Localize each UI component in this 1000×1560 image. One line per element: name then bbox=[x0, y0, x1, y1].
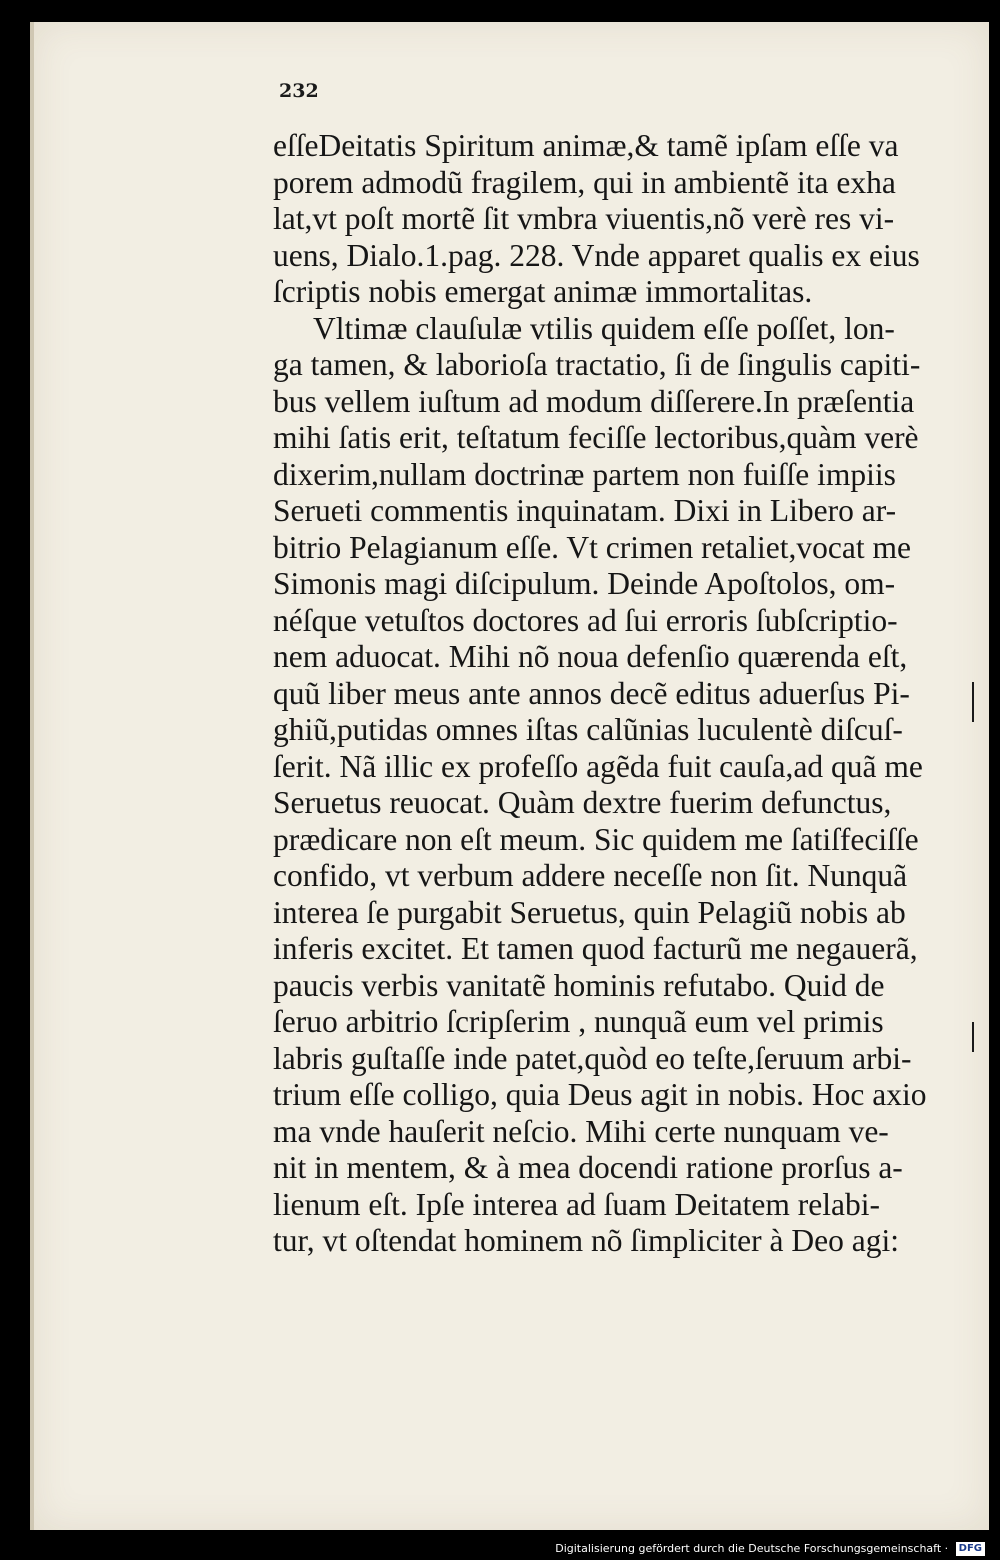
text-line: Vltimæ clauſulæ vtilis quidem eſſe poſſet, lon- bbox=[313, 310, 895, 346]
page-edge-mark bbox=[972, 1022, 974, 1052]
credit-text: Digitalisierung gefördert durch die Deutsche Forschungsgemeinschaft · bbox=[555, 1542, 949, 1555]
page-edge-mark bbox=[972, 682, 974, 722]
text-line: ma vnde hauſerit neſcio. Mihi certe nunquam ve- bbox=[273, 1113, 889, 1149]
text-line: dixerim,nullam doctrinæ partem non fuiſſe impiis bbox=[273, 456, 896, 492]
text-line: trium eſſe colligo, quia Deus agit in nobis. Hoc axio bbox=[273, 1077, 927, 1112]
text-line: ſeruo arbitrio ſcripſerim , nunquã eum vel primis bbox=[273, 1004, 884, 1039]
text-line: paucis verbis vanitatẽ hominis refutabo. Quid de bbox=[273, 967, 885, 1003]
text-line: porem admodũ fragilem, qui in ambientẽ ita exha bbox=[273, 164, 896, 200]
text-line: lienum eſt. Ipſe interea ad ſuam Deitatem relabi- bbox=[273, 1186, 880, 1222]
text-line: nem aduocat. Mihi nõ noua defenſio quærenda eſt, bbox=[273, 639, 908, 674]
text-line: prædicare non eſt meum. Sic quidem me ſatiſfeciſſe bbox=[273, 821, 919, 857]
text-line: ghiũ,putidas omnes iſtas calũnias luculentè diſcuſ- bbox=[273, 712, 903, 747]
text-line: Serueti commentis inquinatam. Dixi in Libero ar- bbox=[273, 493, 897, 528]
body-text bbox=[273, 128, 958, 1260]
text-line: ſerit. Nã illic ex profeſſo agẽda fuit cauſa,ad quã me bbox=[273, 748, 923, 784]
text-line: lat,vt poſt mortẽ ſit vmbra viuentis,nõ verè res vi- bbox=[273, 201, 895, 236]
text-line: labris guſtaſſe inde patet,quòd eo teſte,ſeruum arbi- bbox=[273, 1040, 912, 1076]
text-line: eſſeDeitatis Spiritum animæ,& tamẽ ipſam eſſe va bbox=[273, 128, 899, 163]
text-line: uens, Dialo.1.pag. 228. Vnde apparet qualis ex eius bbox=[273, 237, 920, 273]
page-number: 232 bbox=[279, 80, 319, 102]
text-line: bitrio Pelagianum eſſe. Vt crimen retaliet,vocat me bbox=[273, 529, 911, 565]
text-line: nit in mentem, & à mea docendi ratione prorſus a- bbox=[273, 1150, 903, 1185]
text-line: bus vellem iuſtum ad modum diſſerere.In præſentia bbox=[273, 383, 915, 419]
digitization-credit bbox=[0, 1538, 985, 1560]
text-line: tur, vt oſtendat hominem nõ ſimpliciter à Deo agi: bbox=[273, 1223, 899, 1258]
text-line: confido, vt verbum addere neceſſe non ſit. Nunquã bbox=[273, 858, 908, 893]
text-line: interea ſe purgabit Seruetus, quin Pelagiũ nobis ab bbox=[273, 894, 906, 930]
text-line: mihi ſatis erit, teſtatum feciſſe lectoribus,quàm verè bbox=[273, 420, 919, 455]
text-line: ſcriptis nobis emergat animæ immortalitas. bbox=[273, 274, 813, 309]
text-line: ga tamen, & laborioſa tractatio, ſi de ſingulis capiti- bbox=[273, 347, 921, 382]
text-line: quũ liber meus ante annos decẽ editus aduerſus Pi- bbox=[273, 675, 910, 711]
text-line: inferis excitet. Et tamen quod facturũ me negauerã, bbox=[273, 931, 918, 966]
text-line: Simonis magi diſcipulum. Deinde Apoſtolos, om- bbox=[273, 566, 896, 601]
text-line: Seruetus reuocat. Quàm dextre fuerim defunctus, bbox=[273, 785, 892, 820]
dfg-logo: DFG bbox=[956, 1542, 985, 1556]
text-line: néſque vetuſtos doctores ad ſui erroris ſubſcriptio- bbox=[273, 602, 898, 638]
